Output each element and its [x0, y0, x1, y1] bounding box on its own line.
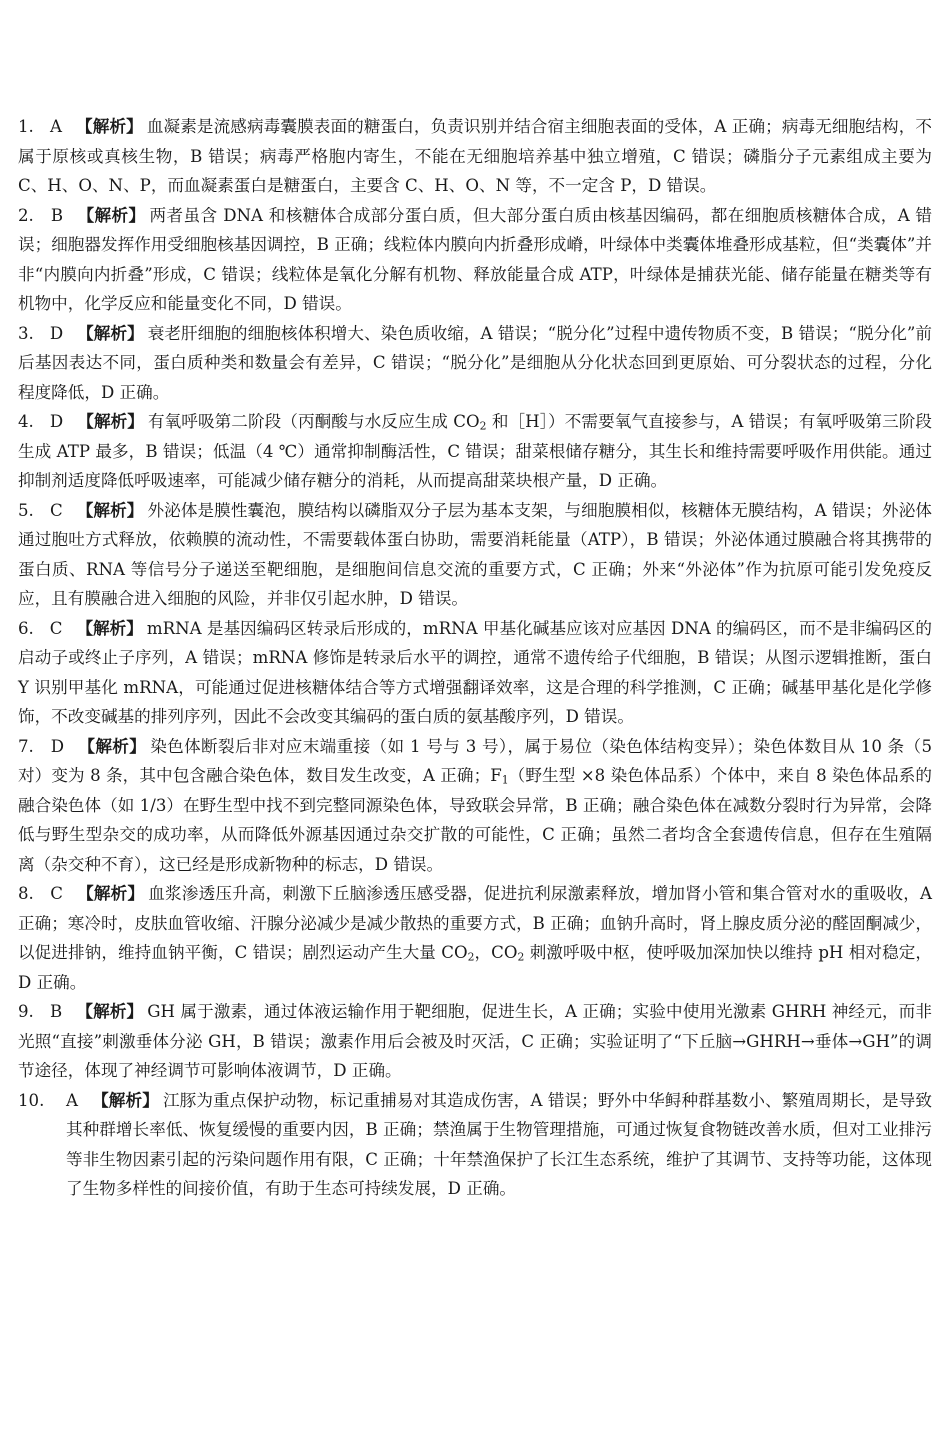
explanation-text: 血浆渗透压升高，刺激下丘脑渗透压感受器，促进抗利尿激素释放，增加肾小管和集合管对水的重吸收，A 正确；寒冷时，皮肤血管收缩、汗腺分泌减少是减少散热的重要方式，B 正确；血钠升高时，肾上腺皮质分泌的醛固酮减少，以促进排钠，维持血钠平衡，C 错误；剧烈运动产生大量 CO [18, 884, 933, 962]
answer-letter: C [49, 618, 63, 638]
analysis-tag: 【解析】 [77, 412, 144, 431]
explanation-text: 江豚为重点保护动物，标记重捕易对其造成伤害，A 错误；野外中华鲟种群基数小、繁殖周期长，是导致其种群增长率低、恢复缓慢的重要内因，B 正确；禁渔属于生物管理措施，可通过恢复食物链改善水质，但对工业排污等非生物因素引起的污染问题作用有限，C 正确；十年禁渔保护了长江生态系统，维护了其调节、支持等功能，这体现了生物多样性的间接价值，有助于生态可持续发展，D 正确。 [66, 1090, 933, 1198]
explanation-text: GH 属于激素，通过体液运输作用于靶细胞，促进生长，A 正确；实验中使用光激素 GHRH 神经元，而非光照“直接”刺激垂体分泌 GH，B 错误；激素作用后会被及时灭活，C 正确；实验证明了“下丘脑→GHRH→垂体→GH”的调节途径，体现了神经调节可影响体液调节，D 正确。 [18, 1002, 932, 1080]
answer-item-2 [18, 201, 932, 319]
explanation-text: 血凝素是流感病毒囊膜表面的糖蛋白，负责识别并结合宿主细胞表面的受体，A 正确；病毒无细胞结构，不属于原核或真核生物，B 错误；病毒严格胞内寄生，不能在无细胞培养基中独立增殖，C 错误；磷脂分子元素组成主要为 C、H、O、N、P，而血凝素蛋白是糖蛋白，主要含 C、H、O、N 等，不一定含 P，D 错误。 [18, 117, 932, 195]
explanation-text: ，CO [474, 943, 518, 962]
answer-item-9 [18, 997, 932, 1086]
explanation-text: 衰老肝细胞的细胞核体积增大、染色质收缩，A 错误；“脱分化”过程中遗传物质不变，B 错误；“脱分化”前后基因表达不同，蛋白质种类和数量会有差异，C 错误；“脱分化”是细胞从分化状态回到更原始、可分裂状态的过程，分化程度降低，D 正确。 [18, 323, 932, 402]
answer-item-5 [18, 496, 932, 614]
analysis-tag: 【解析】 [76, 500, 144, 520]
answer-explanations [18, 112, 932, 1204]
explanation-text: （野生型 ×8 染色体品系）个体中，来自 8 染色体品系的融合染色体（如 1/3）在野生型中找不到完整同源染色体，导致联会异常，B 正确；融合染色体在减数分裂时行为异常，会降低与野生型杂交的成功率，从而降低外源基因通过杂交扩散的可能性，C 正确；虽然二者均含全套遗传信息，但存在生殖隔离（杂交种不育），这已经是形成新物种的标志，D 错误。 [18, 766, 932, 874]
explanation-text: 有氧呼吸第二阶段（丙酮酸与水反应生成 CO [147, 412, 480, 431]
answer-letter: A [66, 1090, 78, 1110]
item-number: 9. [18, 1002, 45, 1021]
explanation-text: 刺激呼吸中枢，使呼吸加深加快以维持 pH 相对稳定，D 正确。 [18, 943, 932, 992]
answer-letter: D [50, 736, 65, 756]
analysis-tag: 【解析】 [77, 205, 146, 225]
answer-letter: C [50, 884, 63, 903]
analysis-tag: 【解析】 [76, 618, 143, 638]
answer-item-10 [18, 1086, 932, 1204]
answer-item-4 [18, 407, 932, 496]
item-number: 2. [18, 205, 46, 225]
answer-letter: D [49, 412, 64, 431]
item-number: 10. [18, 1090, 45, 1110]
item-number: 3. [18, 323, 45, 343]
item-number: 5. [18, 500, 45, 520]
explanation-text: mRNA 是基因编码区转录后形成的，mRNA 甲基化碱基应该对应基因 DNA 的编码区，而不是非编码区的启动子或终止子序列，A 错误；mRNA 修饰是转录后水平的调控，通常不遗传给子代细胞，B 错误；从图示逻辑推断，蛋白 Y 识别甲基化 mRNA，可能通过促进核糖体结合等方式增强翻译效率，这是合理的科学推测，C 正确；碱基甲基化是化学修饰，不改变碱基的排列序列，因此不会改变其编码的蛋白质的氨基酸序列，D 错误。 [18, 618, 932, 726]
subscript: 2 [479, 419, 487, 433]
subscript: 2 [517, 950, 525, 964]
analysis-tag: 【解析】 [75, 117, 143, 136]
subscript: 1 [501, 773, 509, 787]
analysis-tag: 【解析】 [76, 884, 145, 903]
answer-letter: B [50, 205, 64, 225]
item-number: 6. [18, 618, 45, 638]
answer-item-3 [18, 319, 932, 408]
item-number: 4. [18, 412, 45, 431]
explanation-text: 和［H］）不需要氧气直接参与，A 错误；有氧呼吸第三阶段生成 ATP 最多，B 错误；低温（4 ℃）通常抑制酶活性，C 错误；甜菜根储存糖分，其生长和维持需要呼吸作用供能。通过抑制剂适度降低呼吸速率，可能减少储存糖分的消耗，从而提高甜菜块根产量，D 正确。 [18, 412, 933, 490]
analysis-tag: 【解析】 [76, 1002, 144, 1021]
item-number: 1. [18, 117, 45, 136]
answer-letter: A [49, 117, 62, 136]
answer-item-1 [18, 112, 932, 201]
answer-letter: D [49, 323, 64, 343]
answer-item-6 [18, 614, 932, 732]
item-number: 8. [18, 884, 45, 903]
subscript: 2 [467, 950, 475, 964]
item-body [66, 1086, 932, 1204]
explanation-text: 两者虽含 DNA 和核糖体合成部分蛋白质，但大部分蛋白质由核基因编码，都在细胞质核糖体合成，A 错误；细胞器发挥作用受细胞核基因调控，B 正确；线粒体内膜向内折叠形成嵴，叶绿体中类囊体堆叠形成基粒，但“类囊体”并非“内膜向内折叠”形成，C 错误；线粒体是氧化分解有机物、释放能量合成 ATP，叶绿体是捕获光能、储存能量在糖类等有机物中，化学反应和能量变化不同，D 错误。 [18, 205, 932, 313]
analysis-tag: 【解析】 [91, 1090, 159, 1110]
item-number: 7. [18, 736, 46, 756]
analysis-tag: 【解析】 [78, 736, 147, 756]
analysis-tag: 【解析】 [77, 323, 144, 343]
answer-item-7 [18, 732, 932, 880]
answer-letter: C [49, 500, 63, 520]
answer-item-8 [18, 879, 932, 997]
answer-letter: B [50, 1002, 63, 1021]
explanation-text: 外泌体是膜性囊泡，膜结构以磷脂双分子层为基本支架，与细胞膜相似，核糖体无膜结构，A 错误；外泌体通过胞吐方式释放，依赖膜的流动性，不需要载体蛋白协助，需要消耗能量（ATP），B 错误；外泌体通过膜融合将其携带的蛋白质、RNA 等信号分子递送至靶细胞，是细胞间信息交流的重要方式，C 正确；外来“外泌体”作为抗原可能引发免疫反应，且有膜融合进入细胞的风险，并非仅引起水肿，D 错误。 [18, 500, 933, 608]
explanation-text: 染色体断裂后非对应末端重接（如 1 号与 3 号），属于易位（染色体结构变异）；染色体数目从 10 条（5 对）变为 8 条，其中包含融合染色体，数目发生改变，A 正确；F [18, 736, 932, 785]
